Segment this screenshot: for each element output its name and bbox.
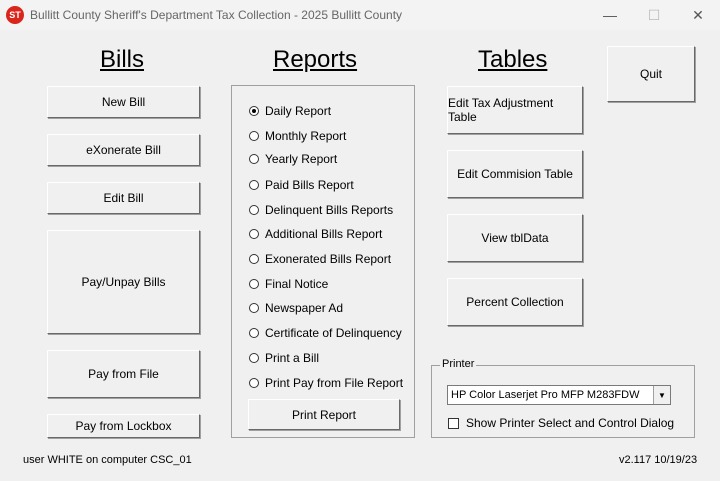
printer-panel	[431, 358, 695, 438]
radio-icon	[249, 180, 259, 190]
reports-panel	[231, 85, 415, 438]
show-printer-dialog-checkbox[interactable]	[448, 416, 674, 430]
bills-heading: Bills	[100, 46, 145, 73]
radio-icon	[249, 154, 259, 164]
report-option-exonerated-bills[interactable]: Exonerated Bills Report	[249, 252, 391, 266]
report-option-print-a-bill[interactable]: Print a Bill	[249, 351, 319, 365]
title-bar	[0, 0, 720, 30]
printer-select-value: HP Color Laserjet Pro MFP M283FDW	[451, 389, 640, 401]
reports-heading: Reports	[273, 46, 358, 73]
maximize-button[interactable]: ☐	[647, 6, 661, 23]
view-tbldata-button[interactable]: View tblData	[447, 214, 583, 262]
edit-bill-button[interactable]: Edit Bill	[47, 182, 200, 214]
radio-icon	[249, 353, 259, 363]
edit-commision-table-button[interactable]: Edit Commision Table	[447, 150, 583, 198]
radio-icon	[249, 106, 259, 116]
radio-icon	[249, 328, 259, 338]
printer-legend: Printer	[442, 358, 475, 370]
report-option-delinquent-bills[interactable]: Delinquent Bills Reports	[249, 203, 393, 217]
radio-icon	[249, 229, 259, 239]
report-option-monthly[interactable]: Monthly Report	[249, 129, 346, 143]
user-status-text: user WHITE on computer CSC_01	[23, 454, 192, 466]
radio-icon	[249, 378, 259, 388]
radio-icon	[249, 303, 259, 313]
minimize-button[interactable]: —	[603, 7, 617, 23]
report-option-newspaper-ad[interactable]: Newspaper Ad	[249, 301, 343, 315]
radio-icon	[249, 254, 259, 264]
radio-icon	[249, 205, 259, 215]
show-printer-dialog-label: Show Printer Select and Control Dialog	[466, 416, 675, 430]
quit-button[interactable]: Quit	[607, 46, 695, 102]
print-report-button[interactable]: Print Report	[248, 399, 400, 430]
tables-heading: Tables	[478, 46, 548, 73]
radio-icon	[249, 131, 259, 141]
version-text: v2.117 10/19/23	[619, 454, 698, 466]
report-option-certificate-of-delinquency[interactable]: Certificate of Delinquency	[249, 326, 402, 340]
edit-tax-adjustment-table-button[interactable]: Edit Tax Adjustment Table	[447, 86, 583, 134]
app-logo-icon: ST	[6, 6, 24, 24]
printer-select[interactable]	[447, 385, 671, 405]
report-option-final-notice[interactable]: Final Notice	[249, 277, 328, 291]
report-option-paid-bills[interactable]: Paid Bills Report	[249, 178, 354, 192]
report-option-yearly[interactable]: Yearly Report	[249, 152, 337, 166]
new-bill-button[interactable]: New Bill	[47, 86, 200, 118]
pay-from-lockbox-button[interactable]: Pay from Lockbox	[47, 414, 200, 438]
percent-collection-button[interactable]: Percent Collection	[447, 278, 583, 326]
report-option-print-pay-from-file[interactable]: Print Pay from File Report	[249, 376, 403, 390]
dropdown-arrow-icon[interactable]: ▼	[653, 386, 670, 404]
close-button[interactable]: ✕	[692, 6, 704, 23]
report-option-daily[interactable]: Daily Report	[249, 104, 331, 118]
radio-icon	[249, 279, 259, 289]
pay-unpay-bills-button[interactable]: Pay/Unpay Bills	[47, 230, 200, 334]
pay-from-file-button[interactable]: Pay from File	[47, 350, 200, 398]
checkbox-icon	[448, 418, 459, 429]
window-title: Bullitt County Sheriff's Department Tax Collection - 2025 Bullitt County	[30, 8, 403, 22]
report-option-additional-bills[interactable]: Additional Bills Report	[249, 227, 382, 241]
exonerate-bill-button[interactable]: eXonerate Bill	[47, 134, 200, 166]
